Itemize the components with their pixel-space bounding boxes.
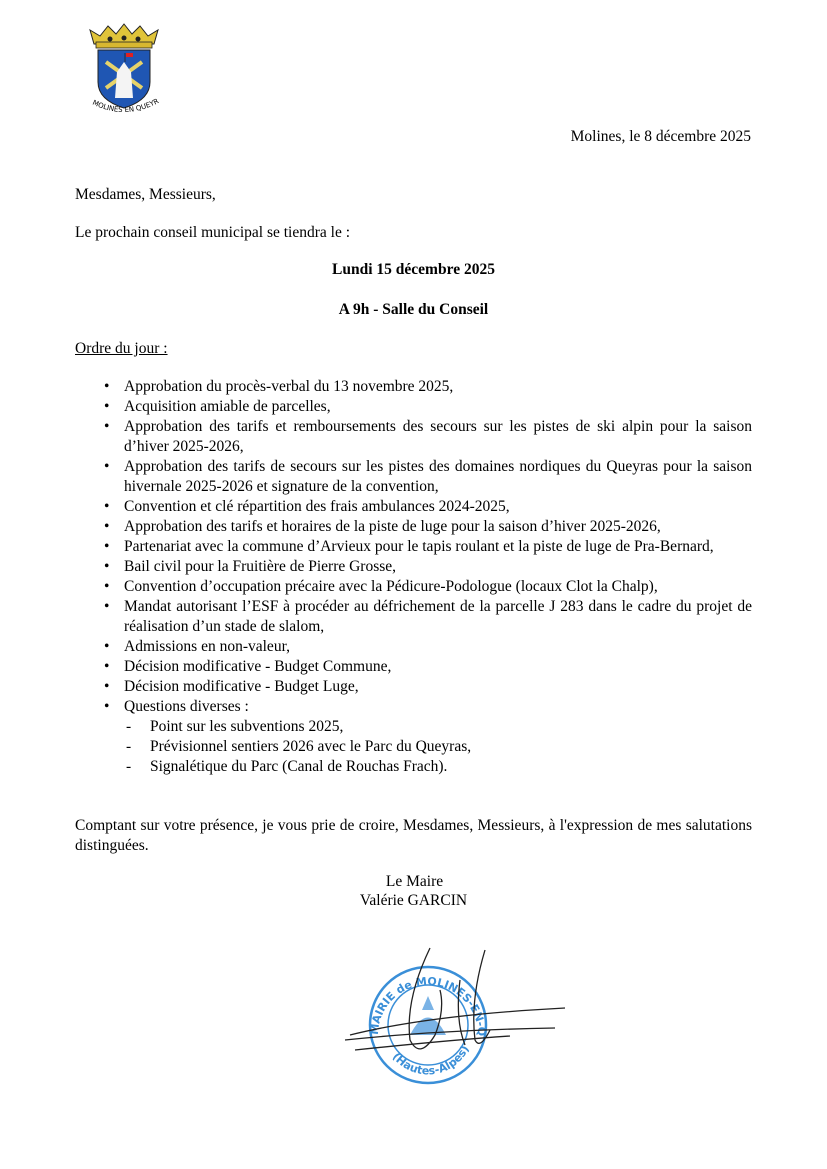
meeting-date: Lundi 15 décembre 2025: [332, 261, 495, 278]
agenda-item: • Approbation des tarifs et remboursements des secours sur les pistes de ski alpin pour la saison d’hiver 2025-2026,: [75, 417, 752, 457]
agenda-item: • Acquisition amiable de parcelles,: [75, 397, 752, 417]
svg-text:MOLINES EN QUEYRAS: MOLINES EN QUEYR: [91, 97, 160, 115]
signatory-title: Le Maire: [385, 873, 444, 890]
signatory-name: Valérie GARCIN: [359, 892, 468, 909]
agenda-item: • Bail civil pour la Fruitière de Pierre Grosse,: [75, 557, 752, 577]
sub-item: - Prévisionnel sentiers 2026 avec le Parc du Queyras,: [124, 737, 752, 757]
agenda-item: • Mandat autorisant l’ESF à procéder au défrichement de la parcelle J 283 dans le cadre du projet de réalisation d’un stade de slalom,: [75, 597, 752, 637]
agenda-item: • Décision modificative - Budget Commune,: [75, 657, 752, 677]
svg-text:MAIRIE de MOLINES-EN-QUEYRAS: MAIRIE de MOLINES-EN-Q: [367, 974, 489, 1037]
official-stamp-signature: [310, 940, 570, 1090]
agenda-item: • Décision modificative - Budget Luge,: [75, 677, 752, 697]
agenda-item: • Approbation du procès-verbal du 13 novembre 2025,: [75, 377, 752, 397]
agenda-title: [75, 339, 752, 359]
date-line: Molines, le 8 décembre 2025: [570, 128, 751, 145]
agenda-item: • Partenariat avec la commune d’Arvieux pour le tapis roulant et la piste de luge de Pra-Bernard,: [75, 537, 752, 557]
agenda-item: • Approbation des tarifs de secours sur les pistes des domaines nordiques du Queyras pour la saison hivernale 2025-2026 et signature de la convention,: [75, 457, 752, 497]
svg-text:(Hautes-Alpes): (Hautes-Alpes): [389, 1043, 472, 1078]
agenda-item-label: Questions diverses :: [124, 698, 249, 715]
agenda-item: • Convention et clé répartition des frais ambulances 2024-2025,: [75, 497, 752, 517]
agenda-list: [75, 377, 752, 777]
salutation: Mesdames, Messieurs,: [75, 186, 216, 203]
agenda-item: • Approbation des tarifs et horaires de la piste de luge pour la saison d’hiver 2025-2026,: [75, 517, 752, 537]
questions-sublist: [124, 717, 752, 777]
meeting-place: A 9h - Salle du Conseil: [338, 301, 489, 318]
sub-item: - Point sur les subventions 2025,: [124, 717, 752, 737]
agenda-item-questions: [75, 697, 752, 777]
agenda-item: • Convention d’occupation précaire avec la Pédicure-Podologue (locaux Clot la Chalp),: [75, 577, 752, 597]
agenda-item: • Admissions en non-valeur,: [75, 637, 752, 657]
intro-text: Le prochain conseil municipal se tiendra le :: [75, 224, 351, 241]
agenda-title-text: Ordre du jour :: [75, 340, 168, 357]
municipal-coat-of-arms-logo: [84, 22, 164, 118]
closing-paragraph: Comptant sur votre présence, je vous prie de croire, Mesdames, Messieurs, à l'expression de mes salutations distinguées.: [75, 817, 752, 854]
sub-item: - Signalétique du Parc (Canal de Rouchas Frach).: [124, 757, 752, 777]
